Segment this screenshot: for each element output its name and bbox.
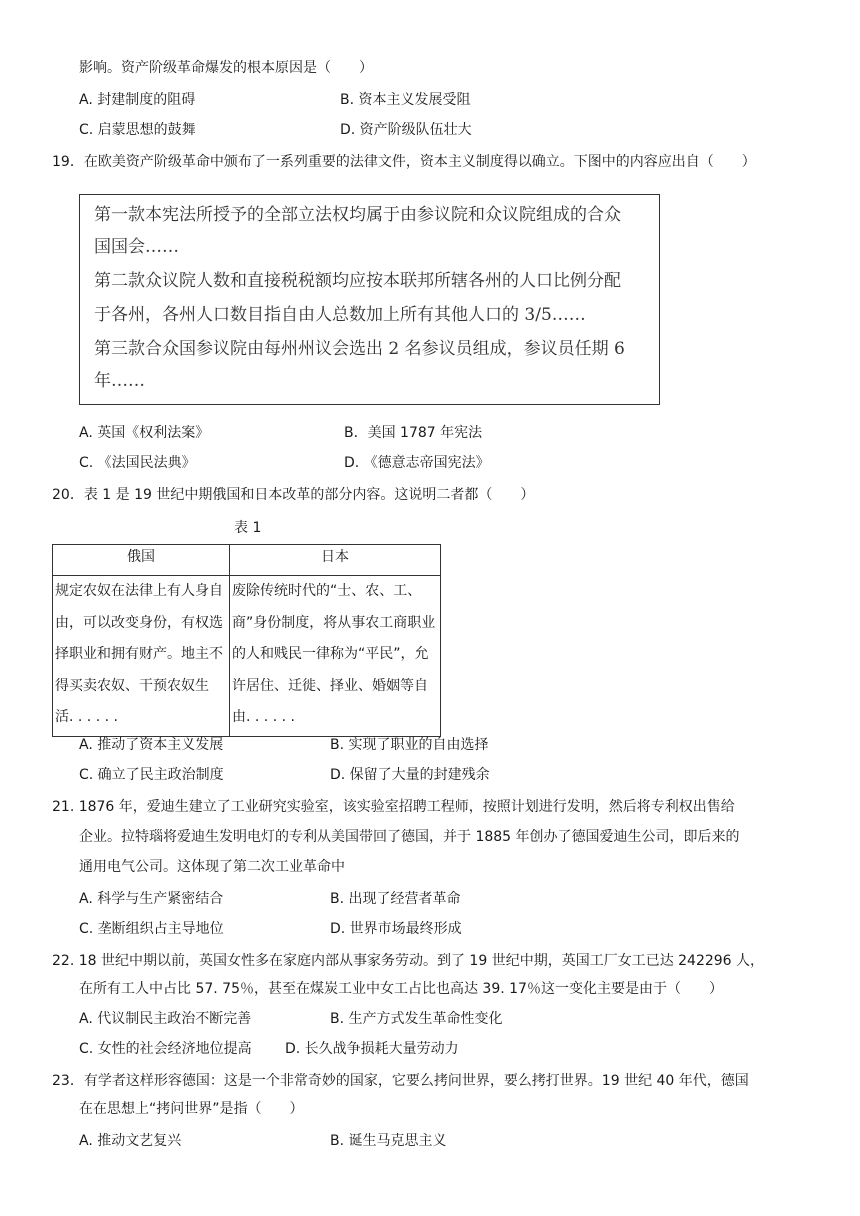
q18-option-c: C. 启蒙思想的鼓舞 <box>79 122 196 138</box>
q21-stem-line: 21. 1876 年，爱迪生建立了工业研究实验室，该实验室招聘工程师，按照计划进行发明，然后将专利权出售给 <box>52 799 735 815</box>
q19-option-d: D. 《德意志帝国宪法》 <box>344 455 490 471</box>
q22-stem-line: 22. 18 世纪中期以前，英国女性多在家庭内部从事家务劳动。到了 19 世纪中期，英国工厂女工已达 242296 人， <box>52 953 765 969</box>
q22-option-b: B. 生产方式发生革命性变化 <box>330 1011 503 1027</box>
q21-option-a: A. 科学与生产紧密结合 <box>79 891 224 907</box>
q18-option-b: B. 资本主义发展受阻 <box>340 92 471 108</box>
q19-quote-box <box>79 194 660 405</box>
q19-option-a: A. 英国《权利法案》 <box>79 425 210 441</box>
q23-stem-line: 在在思想上“拷问世界”是指（ ） <box>79 1101 304 1117</box>
quote-line: 第三款合众国参议院由每州州议会选出 2 名参议员组成，参议员任期 6 <box>94 339 625 359</box>
q22-option-a: A. 代议制民主政治不断完善 <box>79 1011 252 1027</box>
q20-stem: 20．表 1 是 19 世纪中期俄国和日本改革的部分内容。这说明二者都（ ） <box>52 487 535 503</box>
q19-stem: 19．在欧美资产阶级革命中颁布了一系列重要的法律文件，资本主义制度得以确立。下图中的内容应出自（ ） <box>52 154 756 170</box>
q19-option-c: C. 《法国民法典》 <box>79 455 196 471</box>
q20-option-a: A. 推动了资本主义发展 <box>79 737 224 753</box>
quote-line: 第一款本宪法所授予的全部立法权均属于由参议院和众议院组成的合众 <box>94 205 621 225</box>
q22-option-c: C. 女性的社会经济地位提高 <box>79 1041 252 1057</box>
q21-option-c: C. 垄断组织占主导地位 <box>79 921 224 937</box>
q23-stem-line: 23．有学者这样形容德国：这是一个非常奇妙的国家，它要么拷问世界，要么拷打世界。19 世纪 40 年代，德国 <box>52 1073 749 1089</box>
reform-table <box>52 544 441 737</box>
table-header-japan: 日本 <box>230 545 441 576</box>
q20-option-b: B. 实现了职业的自由选择 <box>330 737 489 753</box>
q20-option-c: C. 确立了民主政治制度 <box>79 767 224 783</box>
table-title: 表 1 <box>234 520 262 536</box>
q18-stem: 影响。资产阶级革命爆发的根本原因是（ ） <box>79 60 373 76</box>
q19-option-b: B．美国 1787 年宪法 <box>344 425 483 441</box>
table-cell-russia: 规定农奴在法律上有人身自由，可以改变身份，有权选择职业和拥有财产。地主不得买卖农奴、干预农奴生活. . . . . . <box>53 576 230 737</box>
quote-line: 第二款众议院人数和直接税税额均应按本联邦所辖各州的人口比例分配 <box>94 271 621 291</box>
q21-option-d: D. 世界市场最终形成 <box>330 921 462 937</box>
q23-option-b: B. 诞生马克思主义 <box>330 1133 447 1149</box>
table-header-russia: 俄国 <box>53 545 230 576</box>
quote-line: 国国会…… <box>94 237 179 257</box>
quote-line: 年…… <box>94 371 145 391</box>
q21-stem-line: 通用电气公司。这体现了第二次工业革命中 <box>79 859 345 875</box>
q22-stem-line: 在所有工人中占比 57. 75％，甚至在煤炭工业中女工占比也高达 39. 17％这一变化主要是由于（ ） <box>79 981 723 997</box>
q18-option-a: A. 封建制度的阻碍 <box>79 92 196 108</box>
q22-option-d: D. 长久战争损耗大量劳动力 <box>285 1041 459 1057</box>
q18-option-d: D. 资产阶级队伍壮大 <box>340 122 472 138</box>
q23-option-a: A. 推动文艺复兴 <box>79 1133 182 1149</box>
q20-option-d: D. 保留了大量的封建残余 <box>330 767 490 783</box>
table-cell-japan: 废除传统时代的“士、农、工、商”身份制度，将从事农工商职业的人和贱民一律称为“平民”，允许居住、迁徙、择业、婚姻等自由. . . . . . <box>230 576 441 737</box>
q21-option-b: B. 出现了经营者革命 <box>330 891 461 907</box>
quote-line: 于各州，各州人口数目指自由人总数加上所有其他人口的 3/5…… <box>94 305 586 325</box>
q21-stem-line: 企业。拉特瑙将爱迪生发明电灯的专利从美国带回了德国，并于 1885 年创办了德国爱迪生公司，即后来的 <box>79 829 740 845</box>
